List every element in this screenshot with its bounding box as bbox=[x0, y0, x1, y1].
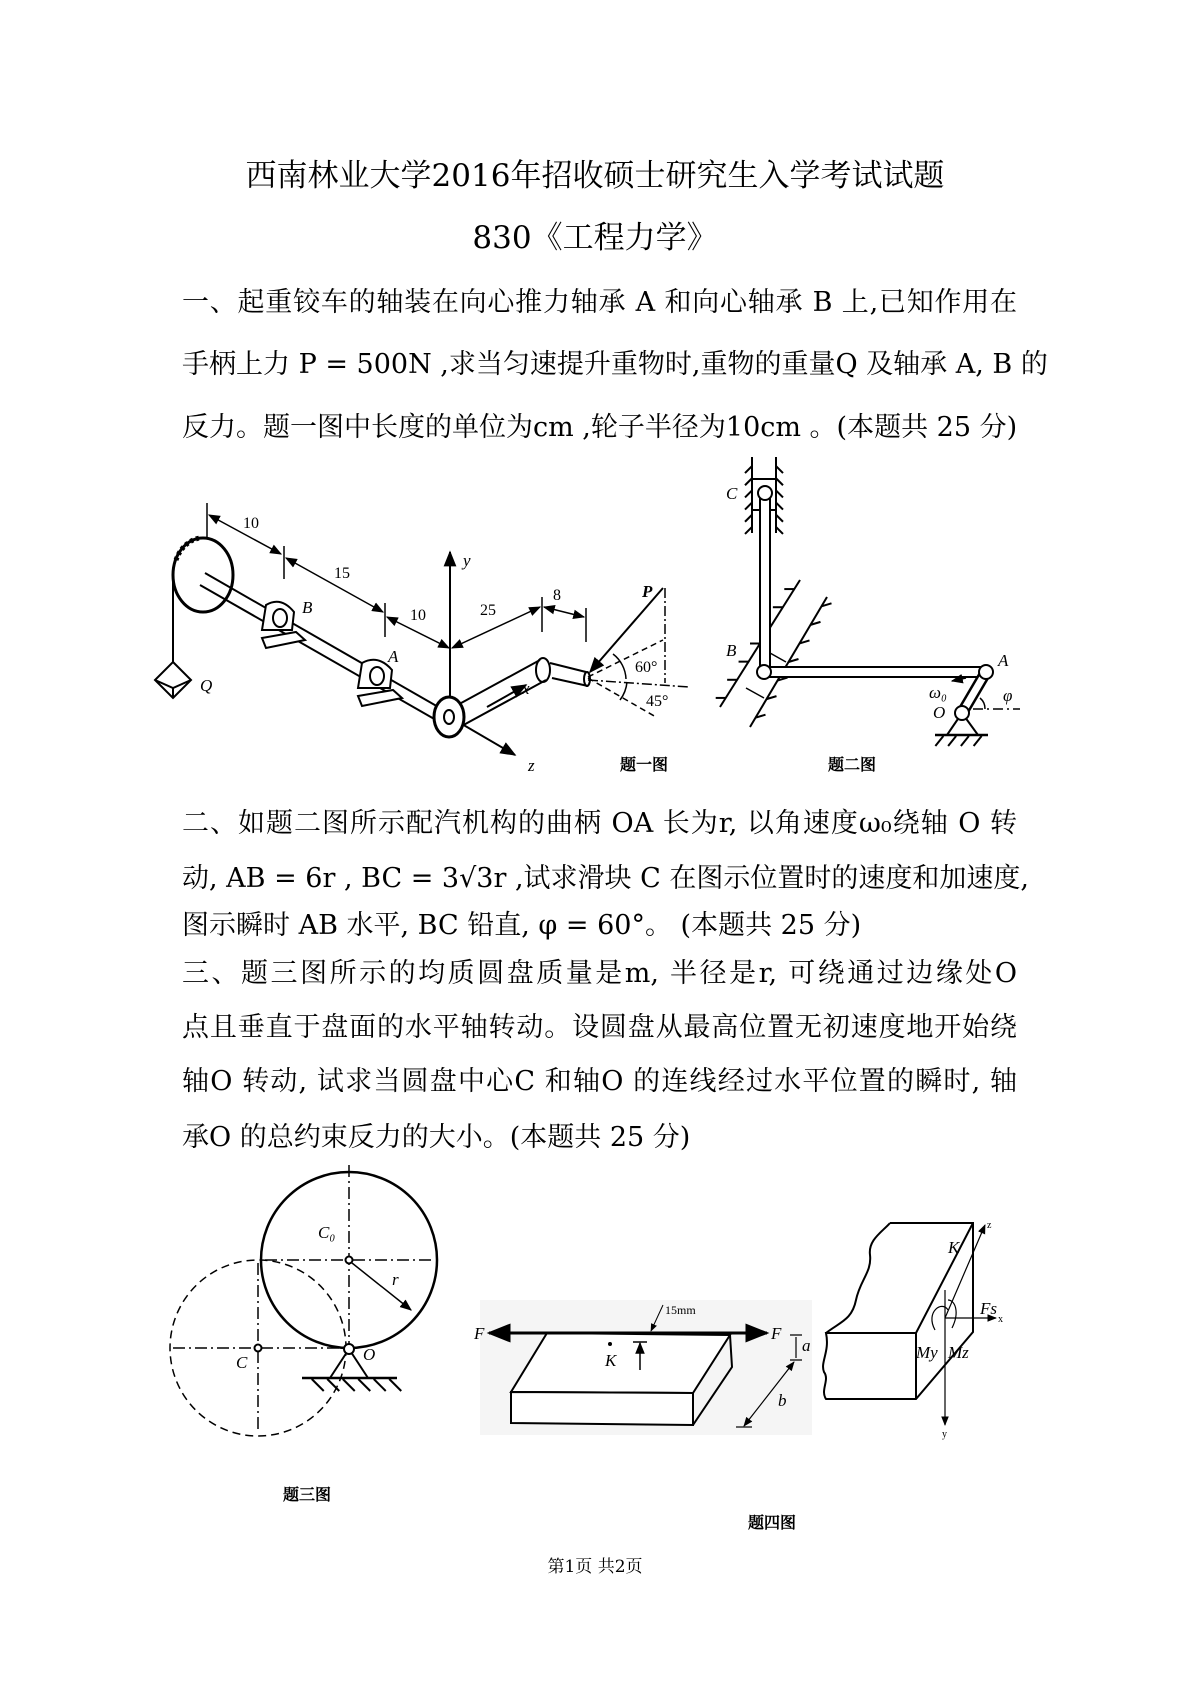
figure-3-caption: 题三图 bbox=[283, 1485, 332, 1504]
joint-c bbox=[758, 486, 772, 500]
label-o: O bbox=[933, 703, 946, 722]
hatch-mark bbox=[935, 736, 943, 746]
radius-arrow bbox=[352, 1263, 411, 1310]
hatch-mark bbox=[745, 527, 752, 534]
center-lines bbox=[173, 1165, 435, 1433]
label-mz: Mz bbox=[948, 1343, 969, 1362]
center-c bbox=[255, 1345, 262, 1352]
label-b: b bbox=[778, 1391, 787, 1410]
hatch-mark bbox=[776, 490, 783, 497]
exam-subject: 830《工程力学》 bbox=[472, 220, 718, 256]
label-fs: Fs bbox=[980, 1299, 997, 1318]
hatch-mark bbox=[312, 1379, 324, 1391]
label-q: Q bbox=[200, 676, 213, 695]
label-b: B bbox=[726, 641, 737, 660]
hatch-mark bbox=[374, 1379, 386, 1391]
joint-b bbox=[757, 665, 771, 679]
label-f-left: F bbox=[474, 1324, 485, 1343]
joint-a bbox=[979, 665, 993, 679]
dim-8-label: 8 bbox=[553, 587, 561, 604]
label-f-right: F bbox=[771, 1324, 782, 1343]
q3-line: 三、题三图所示的均质圆盘质量是m, 半径是r, 可绕通过边缘处O bbox=[182, 958, 1017, 989]
hatch-mark bbox=[776, 503, 783, 510]
hatch-mark bbox=[776, 515, 783, 522]
angle-construction bbox=[588, 588, 689, 717]
figure-2-caption: 题二图 bbox=[828, 755, 877, 774]
label-c: C bbox=[726, 484, 738, 503]
label-o: O bbox=[363, 1345, 376, 1364]
figure-3-disk bbox=[170, 1165, 437, 1504]
label-y: y bbox=[942, 1429, 947, 1440]
hatch-mark bbox=[745, 503, 752, 510]
exam-title: 西南林业大学2016年招收硕士研究生入学考试试题 bbox=[245, 158, 945, 194]
label-15mm: 15mm bbox=[665, 1303, 696, 1317]
plate-front-face bbox=[511, 1392, 693, 1425]
hatch-mark bbox=[745, 466, 752, 473]
label-a: A bbox=[998, 651, 1009, 670]
crank-arm bbox=[452, 660, 546, 728]
hatch-mark bbox=[776, 466, 783, 473]
q3-line: 轴O 转动, 试求当圆盘中心C 和轴O 的连线经过水平位置的瞬时, 轴 bbox=[182, 1066, 1017, 1097]
figure-2-valve-mechanism bbox=[716, 457, 1020, 774]
plate-top-face bbox=[511, 1333, 730, 1393]
x-axis bbox=[487, 685, 526, 707]
label-r: r bbox=[392, 1270, 399, 1289]
hatch-mark bbox=[389, 1379, 401, 1391]
label-y: y bbox=[463, 551, 471, 570]
rod-bc bbox=[760, 493, 770, 672]
q3-line: 承O 的总约束反力的大小。(本题共 25 分) bbox=[182, 1122, 691, 1153]
handle-pin bbox=[550, 663, 588, 686]
dim-10-label: 10 bbox=[410, 607, 426, 624]
pivot-o bbox=[344, 1344, 354, 1354]
label-a: a bbox=[802, 1336, 811, 1355]
figure-1-caption: 题一图 bbox=[620, 755, 669, 774]
hatch-mark bbox=[948, 736, 956, 746]
label-z: z bbox=[528, 756, 535, 775]
hatch-mark bbox=[745, 515, 752, 522]
hatch-mark bbox=[745, 490, 752, 497]
weight-q bbox=[155, 662, 191, 698]
label-a: A bbox=[388, 647, 399, 666]
q2-line: 二、如题二图所示配汽机构的曲柄 OA 长为r, 以角速度ω₀绕轴 O 转 bbox=[182, 808, 1017, 839]
figure-1-windlass bbox=[155, 503, 689, 775]
joint-o bbox=[955, 706, 969, 720]
hatch-mark bbox=[358, 1379, 370, 1391]
rod-ab bbox=[764, 667, 986, 677]
figure-4-plate bbox=[473, 1220, 1003, 1532]
label-b: B bbox=[302, 598, 313, 617]
center-c0 bbox=[346, 1257, 353, 1264]
hatch-mark bbox=[745, 478, 752, 485]
crank-hub bbox=[434, 697, 464, 737]
label-z: z bbox=[987, 1220, 992, 1231]
dim-25-label: 25 bbox=[480, 602, 496, 619]
handle-sleeve bbox=[536, 658, 550, 682]
bearing-b bbox=[262, 602, 305, 648]
q3-line: 点且垂直于盘面的水平轴转动。设圆盘从最高位置无初速度地开始绕 bbox=[182, 1012, 1017, 1043]
q1-line: 一、起重铰车的轴装在向心推力轴承 A 和向心轴承 B 上,已知作用在 bbox=[182, 287, 1017, 318]
shaft-edge bbox=[205, 573, 447, 712]
hatch-mark bbox=[974, 736, 982, 746]
page-footer: 第1页 共2页 bbox=[547, 1557, 643, 1577]
q2-line: 图示瞬时 AB 水平, BC 铅直, φ = 60°。 (本题共 25 分) bbox=[182, 910, 862, 941]
q1-line: 反力。题一图中长度的单位为cm ,轮子半径为10cm 。(本题共 25 分) bbox=[182, 412, 1018, 443]
label-x: x bbox=[522, 679, 530, 698]
q1-line: 手柄上力 P = 500N ,求当匀速提升重物时,重物的重量Q 及轴承 A, B 的 bbox=[182, 349, 1048, 380]
shaft-edge bbox=[200, 585, 443, 724]
label-k: K bbox=[605, 1351, 617, 1370]
hatch-mark bbox=[343, 1379, 355, 1391]
dim-10-label: 10 bbox=[243, 515, 259, 532]
label-c: C bbox=[236, 1353, 248, 1372]
angle-45-label: 45° bbox=[646, 693, 669, 710]
hatch-mark bbox=[961, 736, 969, 746]
dim-15-label: 15 bbox=[334, 565, 350, 582]
q2-line: 动, AB = 6r , BC = 3√3r ,试求滑块 C 在图示位置时的速度和加速度, bbox=[182, 863, 1029, 894]
label-my: My bbox=[916, 1343, 938, 1362]
angle-60-label: 60° bbox=[635, 659, 658, 676]
label-c0: C₀ bbox=[318, 1223, 336, 1242]
label-omega0: ω₀ bbox=[929, 683, 947, 702]
hatch-mark bbox=[776, 478, 783, 485]
figure-4-caption: 题四图 bbox=[748, 1513, 797, 1532]
hatch-mark bbox=[327, 1379, 339, 1391]
label-x: x bbox=[998, 1314, 1003, 1325]
label-k2: K bbox=[948, 1238, 960, 1257]
hatch-mark bbox=[776, 527, 783, 534]
label-p: P bbox=[642, 582, 653, 601]
label-phi: φ bbox=[1003, 686, 1013, 705]
point-k bbox=[608, 1342, 612, 1346]
